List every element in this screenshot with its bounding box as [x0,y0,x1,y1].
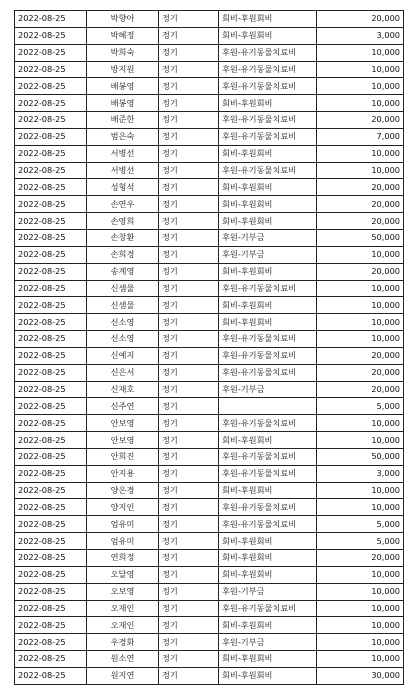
donation-category-cell: 후원-유기동물치료비 [219,499,317,516]
donation-date-cell: 2022-08-25 [15,95,87,112]
donor-name-cell: 성형석 [87,179,159,196]
donation-category-cell: 회비-후원회비 [219,533,317,550]
donation-amount-cell: 20,000 [317,550,404,567]
donation-ledger-sheet [14,10,403,685]
donor-name-cell: 안보영 [87,415,159,432]
table-row [15,162,404,179]
donation-type-cell: 정기 [159,95,219,112]
donation-amount-cell: 20,000 [317,213,404,230]
donation-date-cell: 2022-08-25 [15,415,87,432]
donation-category-cell: 후원-유기동물치료비 [219,128,317,145]
table-row [15,27,404,44]
donor-name-cell: 오재인 [87,600,159,617]
donation-amount-cell: 10,000 [317,162,404,179]
donation-amount-cell: 10,000 [317,499,404,516]
table-row [15,465,404,482]
donation-amount-cell: 10,000 [317,415,404,432]
table-row [15,432,404,449]
donation-date-cell: 2022-08-25 [15,432,87,449]
donation-type-cell: 정기 [159,566,219,583]
donation-type-cell: 정기 [159,634,219,651]
donation-category-cell: 회비-후원회비 [219,179,317,196]
table-row [15,415,404,432]
donation-amount-cell: 20,000 [317,263,404,280]
donation-date-cell: 2022-08-25 [15,634,87,651]
donation-date-cell: 2022-08-25 [15,499,87,516]
table-row [15,398,404,415]
donation-type-cell: 정기 [159,263,219,280]
donation-amount-cell: 20,000 [317,11,404,28]
donation-date-cell: 2022-08-25 [15,27,87,44]
table-row [15,482,404,499]
donation-type-cell: 정기 [159,280,219,297]
donation-category-cell: 후원-유기동물치료비 [219,448,317,465]
donation-date-cell: 2022-08-25 [15,364,87,381]
donation-category-cell: 회비-후원회비 [219,27,317,44]
donation-type-cell: 정기 [159,651,219,668]
donation-type-cell: 정기 [159,229,219,246]
donation-type-cell: 정기 [159,583,219,600]
donation-amount-cell: 3,000 [317,27,404,44]
donation-category-cell: 후원-유기동물치료비 [219,112,317,129]
donation-type-cell: 정기 [159,499,219,516]
donor-name-cell: 오재인 [87,617,159,634]
donation-date-cell: 2022-08-25 [15,347,87,364]
donation-amount-cell: 10,000 [317,482,404,499]
donation-category-cell: 후원-기부금 [219,583,317,600]
table-row [15,634,404,651]
donation-type-cell: 정기 [159,533,219,550]
donation-type-cell: 정기 [159,432,219,449]
donation-amount-cell: 10,000 [317,617,404,634]
donation-date-cell: 2022-08-25 [15,667,87,684]
donation-category-cell: 회비-후원회비 [219,432,317,449]
donation-type-cell: 정기 [159,44,219,61]
donation-category-cell: 후원-기부금 [219,381,317,398]
donation-category-cell: 회비-후원회비 [219,11,317,28]
donor-name-cell: 배봉영 [87,78,159,95]
donor-name-cell: 서병선 [87,145,159,162]
donation-amount-cell: 50,000 [317,229,404,246]
donor-name-cell: 신주연 [87,398,159,415]
donation-category-cell: 회비-후원회비 [219,651,317,668]
donation-category-cell: 후원-유기동물치료비 [219,364,317,381]
donation-type-cell: 정기 [159,162,219,179]
donation-date-cell: 2022-08-25 [15,516,87,533]
donation-date-cell: 2022-08-25 [15,229,87,246]
donation-date-cell: 2022-08-25 [15,314,87,331]
donation-amount-cell: 5,000 [317,398,404,415]
donation-type-cell: 정기 [159,667,219,684]
donor-name-cell: 박희숙 [87,44,159,61]
donor-name-cell: 서병선 [87,162,159,179]
table-row [15,667,404,684]
table-row [15,11,404,28]
donation-date-cell: 2022-08-25 [15,331,87,348]
donation-amount-cell: 10,000 [317,432,404,449]
donation-amount-cell: 10,000 [317,651,404,668]
donation-date-cell: 2022-08-25 [15,11,87,28]
donation-category-cell: 후원-유기동물치료비 [219,162,317,179]
donation-type-cell: 정기 [159,27,219,44]
donor-name-cell: 송계영 [87,263,159,280]
table-row [15,347,404,364]
donation-amount-cell: 30,000 [317,667,404,684]
donation-amount-cell: 20,000 [317,112,404,129]
donation-amount-cell: 10,000 [317,566,404,583]
donor-name-cell: 엄유미 [87,533,159,550]
donation-category-cell: 회비-후원회비 [219,263,317,280]
donation-date-cell: 2022-08-25 [15,196,87,213]
donation-date-cell: 2022-08-25 [15,162,87,179]
donor-name-cell: 안지용 [87,465,159,482]
donor-name-cell: 박혜정 [87,27,159,44]
donation-type-cell: 정기 [159,246,219,263]
donation-category-cell: 후원-유기동물치료비 [219,600,317,617]
table-row [15,331,404,348]
donation-type-cell: 정기 [159,482,219,499]
donation-amount-cell: 10,000 [317,44,404,61]
donation-amount-cell: 10,000 [317,634,404,651]
donation-date-cell: 2022-08-25 [15,213,87,230]
donation-type-cell: 정기 [159,364,219,381]
donor-name-cell: 우경화 [87,634,159,651]
donor-name-cell: 배봉영 [87,95,159,112]
donation-category-cell: 회비-후원회비 [219,550,317,567]
table-row [15,61,404,78]
donation-type-cell: 정기 [159,550,219,567]
donor-name-cell: 손창환 [87,229,159,246]
table-row [15,381,404,398]
donor-name-cell: 손영희 [87,213,159,230]
table-row [15,533,404,550]
donor-name-cell: 신샘물 [87,297,159,314]
donation-amount-cell: 10,000 [317,297,404,314]
table-row [15,95,404,112]
donation-amount-cell: 7,000 [317,128,404,145]
donation-category-cell: 후원-유기동물치료비 [219,44,317,61]
donation-category-cell: 회비-후원회비 [219,314,317,331]
donation-amount-cell: 20,000 [317,347,404,364]
donation-amount-cell: 5,000 [317,533,404,550]
donation-category-cell: 후원-유기동물치료비 [219,465,317,482]
donor-name-cell: 오달영 [87,566,159,583]
donation-type-cell: 정기 [159,465,219,482]
donation-date-cell: 2022-08-25 [15,78,87,95]
donation-category-cell: 회비-후원회비 [219,145,317,162]
table-row [15,499,404,516]
donor-name-cell: 신예지 [87,347,159,364]
donation-category-cell: 후원-기부금 [219,634,317,651]
table-row [15,297,404,314]
donation-date-cell: 2022-08-25 [15,482,87,499]
donor-name-cell: 손희경 [87,246,159,263]
donation-category-cell: 회비-후원회비 [219,196,317,213]
table-row [15,600,404,617]
donor-name-cell: 손연우 [87,196,159,213]
donation-amount-cell: 20,000 [317,381,404,398]
donor-name-cell: 오보영 [87,583,159,600]
donation-amount-cell: 5,000 [317,516,404,533]
donation-date-cell: 2022-08-25 [15,651,87,668]
donation-date-cell: 2022-08-25 [15,112,87,129]
donation-amount-cell: 10,000 [317,331,404,348]
donation-type-cell: 정기 [159,145,219,162]
donation-type-cell: 정기 [159,213,219,230]
donation-date-cell: 2022-08-25 [15,381,87,398]
donation-type-cell: 정기 [159,314,219,331]
donor-name-cell: 안보영 [87,432,159,449]
donation-date-cell: 2022-08-25 [15,280,87,297]
donor-name-cell: 신은서 [87,364,159,381]
table-row [15,246,404,263]
donation-type-cell: 정기 [159,297,219,314]
donation-date-cell: 2022-08-25 [15,583,87,600]
donation-type-cell: 정기 [159,61,219,78]
donation-date-cell: 2022-08-25 [15,61,87,78]
donation-category-cell: 후원-유기동물치료비 [219,516,317,533]
donation-type-cell: 정기 [159,617,219,634]
donation-amount-cell: 10,000 [317,145,404,162]
donation-category-cell: 회비-후원회비 [219,617,317,634]
table-row [15,128,404,145]
donation-type-cell: 정기 [159,448,219,465]
donation-category-cell: 후원-유기동물치료비 [219,61,317,78]
table-row [15,566,404,583]
table-row [15,112,404,129]
table-row [15,448,404,465]
donation-type-cell: 정기 [159,11,219,28]
donation-type-cell: 정기 [159,347,219,364]
table-row [15,314,404,331]
table-row [15,44,404,61]
donor-name-cell: 신재호 [87,381,159,398]
donation-date-cell: 2022-08-25 [15,533,87,550]
donation-category-cell: 회비-후원회비 [219,95,317,112]
donation-category-cell: 회비-후원회비 [219,297,317,314]
donor-name-cell: 신소영 [87,314,159,331]
donation-type-cell: 정기 [159,112,219,129]
donation-amount-cell: 3,000 [317,465,404,482]
donor-name-cell: 신샘물 [87,280,159,297]
donor-name-cell: 원소연 [87,651,159,668]
donor-name-cell: 신소영 [87,331,159,348]
donation-date-cell: 2022-08-25 [15,617,87,634]
donation-amount-cell: 10,000 [317,246,404,263]
donor-name-cell: 원지연 [87,667,159,684]
donor-name-cell: 범은숙 [87,128,159,145]
donor-name-cell: 박향아 [87,11,159,28]
donation-date-cell: 2022-08-25 [15,398,87,415]
table-row [15,364,404,381]
donation-type-cell: 정기 [159,516,219,533]
donation-date-cell: 2022-08-25 [15,44,87,61]
donation-amount-cell: 10,000 [317,583,404,600]
donor-name-cell: 안희진 [87,448,159,465]
donation-type-cell: 정기 [159,415,219,432]
table-row [15,583,404,600]
donor-name-cell: 배준한 [87,112,159,129]
donation-amount-cell: 10,000 [317,314,404,331]
donor-name-cell: 양지인 [87,499,159,516]
table-row [15,78,404,95]
donation-category-cell: 후원-기부금 [219,229,317,246]
table-row [15,516,404,533]
donor-name-cell: 엄유미 [87,516,159,533]
donation-date-cell: 2022-08-25 [15,128,87,145]
donation-category-cell: 후원-유기동물치료비 [219,415,317,432]
donation-date-cell: 2022-08-25 [15,145,87,162]
donation-date-cell: 2022-08-25 [15,566,87,583]
donor-name-cell: 양은경 [87,482,159,499]
donation-type-cell: 정기 [159,78,219,95]
donation-date-cell: 2022-08-25 [15,297,87,314]
donation-category-cell: 후원-유기동물치료비 [219,347,317,364]
donation-type-cell: 정기 [159,331,219,348]
table-row [15,213,404,230]
donation-amount-cell: 20,000 [317,196,404,213]
donation-amount-cell: 10,000 [317,95,404,112]
donation-amount-cell: 20,000 [317,179,404,196]
donation-date-cell: 2022-08-25 [15,465,87,482]
donation-category-cell [219,398,317,415]
donation-amount-cell: 20,000 [317,364,404,381]
table-row [15,145,404,162]
donation-date-cell: 2022-08-25 [15,550,87,567]
donation-date-cell: 2022-08-25 [15,600,87,617]
donation-category-cell: 후원-기부금 [219,246,317,263]
table-row [15,229,404,246]
donation-date-cell: 2022-08-25 [15,246,87,263]
donation-type-cell: 정기 [159,398,219,415]
donation-amount-cell: 10,000 [317,61,404,78]
donation-type-cell: 정기 [159,600,219,617]
table-row [15,280,404,297]
donor-name-cell: 연희정 [87,550,159,567]
donation-type-cell: 정기 [159,128,219,145]
table-row [15,179,404,196]
donation-table-body [15,11,404,685]
donation-category-cell: 회비-후원회비 [219,667,317,684]
donation-type-cell: 정기 [159,196,219,213]
donation-table [14,10,404,685]
donation-amount-cell: 10,000 [317,280,404,297]
donation-date-cell: 2022-08-25 [15,448,87,465]
table-row [15,617,404,634]
donor-name-cell: 방지원 [87,61,159,78]
donation-type-cell: 정기 [159,179,219,196]
donation-category-cell: 후원-유기동물치료비 [219,280,317,297]
donation-date-cell: 2022-08-25 [15,179,87,196]
donation-amount-cell: 10,000 [317,600,404,617]
donation-category-cell: 후원-유기동물치료비 [219,331,317,348]
donation-date-cell: 2022-08-25 [15,263,87,280]
donation-category-cell: 회비-후원회비 [219,213,317,230]
donation-category-cell: 후원-유기동물치료비 [219,78,317,95]
donation-amount-cell: 50,000 [317,448,404,465]
table-row [15,263,404,280]
table-row [15,196,404,213]
donation-amount-cell: 10,000 [317,78,404,95]
donation-type-cell: 정기 [159,381,219,398]
donation-category-cell: 회비-후원회비 [219,566,317,583]
donation-category-cell: 회비-후원회비 [219,482,317,499]
table-row [15,550,404,567]
